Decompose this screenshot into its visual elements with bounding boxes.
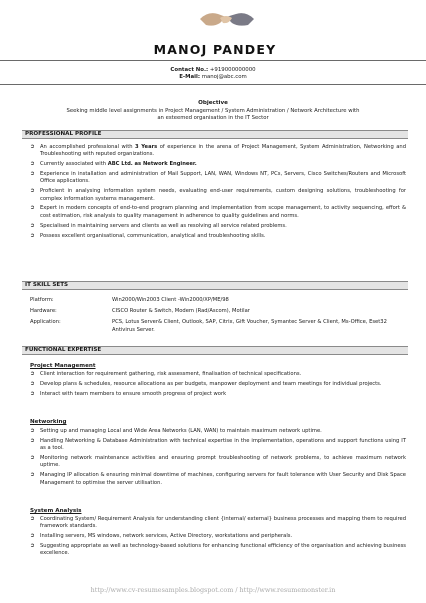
arrow-bullet-icon: ➲ xyxy=(30,472,35,479)
skill-row xyxy=(30,308,406,315)
contact-label: Contact No.: xyxy=(170,67,209,73)
list-item: ➲ Coordinating System/ Requirement Analysis for understanding client {internal/ external} business processes and mapping them to required framework standards. xyxy=(30,516,406,530)
arrow-bullet-icon: ➲ xyxy=(30,371,35,377)
arrow-bullet-icon: ➲ xyxy=(30,232,35,239)
objective-line: Seeking middle level assignments in Project Management / System Administration / Network Architecture with xyxy=(66,108,360,114)
list-item: ➲ An accomplished professional with 3 Years of experience in the arena of Project Management, System Administration, Networking and Troubleshooting with reputed organizations. xyxy=(30,144,406,158)
arrow-bullet-icon: ➲ xyxy=(30,222,35,229)
section-professional-profile: PROFESSIONAL PROFILE xyxy=(22,130,408,139)
list-item: ➲ Monitoring network maintenance activities and ensuring prompt troubleshooting of network problems, to achieve maximum network uptime. xyxy=(30,455,406,469)
email-label: E-Mail: xyxy=(179,74,200,80)
handshake-icon xyxy=(196,5,258,31)
list-item: ➲ Handling Networking & Database Administration with technical expertise in the implementation, operations and support functions using IT as a tool. xyxy=(30,437,406,452)
header-rule-bottom xyxy=(0,84,426,85)
subsection-networking: Networking xyxy=(30,419,67,425)
skill-label: Platform: xyxy=(30,297,54,303)
arrow-bullet-icon: ➲ xyxy=(30,144,35,150)
subsection-system-analysis: System Analysis xyxy=(30,508,82,514)
arrow-bullet-icon: ➲ xyxy=(30,205,35,212)
arrow-bullet-icon: ➲ xyxy=(30,171,35,178)
skill-row xyxy=(30,319,406,333)
arrow-bullet-icon: ➲ xyxy=(30,516,35,522)
contact-value: +919000000000 xyxy=(209,67,256,73)
arrow-bullet-icon: ➲ xyxy=(30,428,35,434)
candidate-name: MANOJ PANDEY xyxy=(153,42,277,57)
list-item: ➲ Suggesting appropriate as well as technology-based solutions for enhancing functional efficiency of the organisation and achieving business excellence. xyxy=(30,543,406,557)
list-item: ➲ Possess excellent organisational, communication, analytical and troubleshooting skills. xyxy=(30,232,266,239)
arrow-bullet-icon: ➲ xyxy=(30,437,35,444)
footer-url-watermark[interactable]: http://www.cv-resumesamples.blogspot.com / http://www.resumemonster.in xyxy=(90,586,336,594)
section-functional-expertise: FUNCTIONAL EXPERTISE xyxy=(22,346,408,355)
header-rule-top xyxy=(0,60,426,61)
objective-line: an esteemed organisation in the IT Sector xyxy=(157,115,269,122)
list-item: ➲ Proficient in analysing information system needs, evaluating end-user requirements, custom designing solutions, troubleshooting for complex information systems management. xyxy=(30,188,406,202)
skill-value: CISCO Router & Switch, Modem (Rad/Ascom), Motilar xyxy=(112,308,250,315)
list-item: ➲ Interact with team members to ensure smooth progress of project work xyxy=(30,390,227,397)
section-it-skills: IT SKILL SETS xyxy=(22,281,408,290)
objective-title: Objective xyxy=(198,100,228,106)
subsection-project-management: Project Management xyxy=(30,363,96,369)
list-item: ➲ Setting up and managing Local and Wide Area Networks (LAN, WAN) to maintain maximum network uptime. xyxy=(30,428,322,434)
arrow-bullet-icon: ➲ xyxy=(30,455,35,462)
list-item: ➲ Specialised in maintaining servers and clients as well as resolving all service related problems. xyxy=(30,222,287,229)
list-item: ➲ Develop plans & schedules, resource allocations as per budgets, manpower deployment and team meetings for individual projects. xyxy=(30,380,382,387)
list-item: ➲ Currently associated with ABC Ltd. as Network Engineer. xyxy=(30,161,197,168)
arrow-bullet-icon: ➲ xyxy=(30,543,35,550)
objective-text xyxy=(10,108,416,122)
list-item: ➲ Expert in modern concepts of end-to-end program planning and implementation from scope management, to activity sequencing, effort & cost estimation, risk analysis to quality management in adherence to quality guidelines and norms. xyxy=(30,205,406,219)
list-item: ➲ Installing servers, MS windows, network services, Active Directory, workstations and peripherals. xyxy=(30,533,293,540)
networking-list xyxy=(30,428,406,489)
skill-label: Application: xyxy=(30,319,61,326)
list-item: ➲ Client interaction for requirement gathering, risk assessment, finalisation of technical specifications. xyxy=(30,371,302,377)
skill-value: Win2000/Win2003 Client -Win2000/XP/ME/98 xyxy=(112,297,229,303)
profile-list xyxy=(30,144,406,242)
arrow-bullet-icon: ➲ xyxy=(30,380,35,387)
arrow-bullet-icon: ➲ xyxy=(30,161,35,168)
it-skills-table xyxy=(30,297,406,338)
skill-value: PCS, Lotus Server& Client, Outlook, SAP, Citrix, Gift Voucher, Symantec Server & Client, Ms-Office, Eset32 Antivirus Server. xyxy=(112,319,387,333)
email-value: manoj@abc.com xyxy=(201,74,247,80)
system-list xyxy=(30,516,406,560)
arrow-bullet-icon: ➲ xyxy=(30,188,35,195)
skill-row xyxy=(30,297,406,304)
arrow-bullet-icon: ➲ xyxy=(30,390,35,397)
email-line xyxy=(0,74,426,81)
arrow-bullet-icon: ➲ xyxy=(30,533,35,540)
list-item: ➲ Experience in installation and administration of Mail Support, LAN, WAN, Windows NT, PCs, Servers, Cisco Switches/Routers and Microsoft Office applications. xyxy=(30,171,406,185)
project-list xyxy=(30,371,406,401)
skill-label: Hardware: xyxy=(30,308,57,315)
resume-header xyxy=(22,0,408,110)
list-item: ➲ Managing IP allocation & ensuring minimal downtime of machines, configuring servers for fault tolerance with User Security and Disk Space Management to optimise the server utilisation. xyxy=(30,472,406,486)
